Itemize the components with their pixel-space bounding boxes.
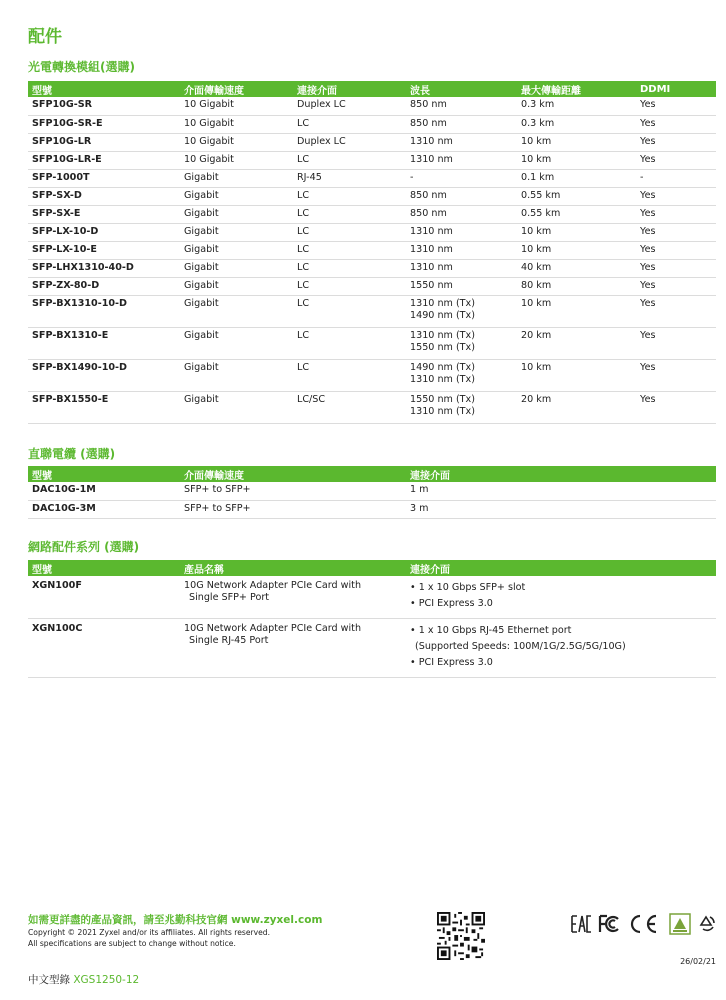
connector-cell: LC (293, 277, 406, 295)
column-header: 連接介面 (293, 81, 406, 97)
table-header-row (28, 81, 716, 97)
ddmi-cell: Yes (636, 277, 716, 295)
ddmi-cell: Yes (636, 359, 716, 391)
table-row (28, 259, 716, 277)
interface-item (410, 623, 716, 655)
table-header-row (28, 466, 716, 482)
product-name-line: 10G Network Adapter PCIe Card with (184, 623, 362, 634)
connector-cell: LC/SC (293, 391, 406, 423)
ddmi-cell: Yes (636, 295, 716, 327)
column-header: 連接介面 (406, 560, 716, 576)
model-cell: DAC10G-3M (28, 500, 180, 518)
speed-cell: Gigabit (180, 259, 293, 277)
table-row (28, 133, 716, 151)
section-title-transceivers: 光電轉換模組(選購) (28, 60, 135, 74)
table-row (28, 500, 716, 518)
distance-cell: 0.55 km (517, 187, 636, 205)
interface-text: 1 x 10 Gbps SFP+ slot (418, 582, 526, 593)
column-header: 介面傳輸速度 (180, 81, 293, 97)
speed-cell: SFP+ to SFP+ (180, 482, 406, 500)
connector-cell: 1 m (406, 482, 716, 500)
recycle-icon (701, 917, 714, 930)
ddmi-cell: Yes (636, 223, 716, 241)
ddmi-cell: Yes (636, 241, 716, 259)
interface-cell (406, 576, 716, 619)
wavelength-cell (406, 151, 517, 169)
connector-cell: LC (293, 295, 406, 327)
wavelength-line: 1310 nm (410, 261, 453, 273)
distance-cell: 20 km (517, 391, 636, 423)
column-header: 型號 (28, 560, 180, 576)
wavelength-line: 1490 nm (Tx) (410, 309, 475, 321)
wavelength-line: 1490 nm (Tx) (410, 361, 475, 373)
model-cell: SFP10G-SR (28, 97, 180, 115)
wavelength-line: 1310 nm (410, 153, 453, 165)
ddmi-cell: Yes (636, 259, 716, 277)
rohs-icon (670, 914, 690, 934)
distance-cell: 0.3 km (517, 115, 636, 133)
wavelength-line: 850 nm (410, 207, 447, 219)
speed-cell: SFP+ to SFP+ (180, 500, 406, 518)
interface-item (410, 596, 716, 612)
wavelength-line: 1550 nm (Tx) (410, 393, 475, 405)
speed-cell: Gigabit (180, 277, 293, 295)
document-date: 26/02/21 (680, 957, 716, 966)
wavelength-line: 1310 nm (Tx) (410, 373, 475, 385)
model-cell: SFP-BX1310-10-D (28, 295, 180, 327)
speed-cell: Gigabit (180, 169, 293, 187)
ddmi-cell: Yes (636, 327, 716, 359)
table-row (28, 241, 716, 259)
footer-legal (28, 927, 270, 949)
connector-cell: LC (293, 241, 406, 259)
table-row (28, 359, 716, 391)
connector-cell: 3 m (406, 500, 716, 518)
table-row (28, 223, 716, 241)
wavelength-cell (406, 133, 517, 151)
model-cell: SFP-LX-10-E (28, 241, 180, 259)
column-header: 介面傳輸速度 (180, 466, 406, 482)
fc-icon (600, 916, 618, 932)
model-cell: SFP-ZX-80-D (28, 277, 180, 295)
distance-cell: 0.55 km (517, 205, 636, 223)
column-header: 波長 (406, 81, 517, 97)
model-cell: DAC10G-1M (28, 482, 180, 500)
column-header: 型號 (28, 81, 180, 97)
speed-cell: 10 Gigabit (180, 133, 293, 151)
product-name-line: Single SFP+ Port (189, 592, 270, 603)
interface-list (410, 580, 716, 612)
table-row (28, 277, 716, 295)
distance-cell: 10 km (517, 295, 636, 327)
catalog-prefix: 中文型錄 (28, 974, 70, 986)
section-title-dac: 直聯電纜 (選購) (28, 447, 116, 461)
distance-cell: 10 km (517, 133, 636, 151)
wavelength-line: 1550 nm (410, 279, 453, 291)
section-title-network-accessories: 網路配件系列 (選購) (28, 540, 140, 554)
connector-cell: Duplex LC (293, 97, 406, 115)
model-cell: XGN100C (28, 619, 180, 678)
wavelength-cell (406, 327, 517, 359)
wavelength-cell (406, 187, 517, 205)
dac-table (28, 466, 716, 519)
speed-cell: Gigabit (180, 223, 293, 241)
distance-cell: 0.3 km (517, 97, 636, 115)
wavelength-line: 1310 nm (Tx) (410, 329, 475, 341)
speed-cell: Gigabit (180, 205, 293, 223)
table-row (28, 115, 716, 133)
product-name-line: 10G Network Adapter PCIe Card with (184, 580, 362, 591)
connector-cell: LC (293, 223, 406, 241)
table-row (28, 151, 716, 169)
product-name-cell (180, 619, 406, 678)
wavelength-line: 850 nm (410, 117, 447, 129)
speed-cell: 10 Gigabit (180, 97, 293, 115)
table-row (28, 169, 716, 187)
ddmi-cell: Yes (636, 205, 716, 223)
model-cell: SFP10G-LR-E (28, 151, 180, 169)
model-cell: SFP-SX-D (28, 187, 180, 205)
speed-cell: Gigabit (180, 187, 293, 205)
table-row (28, 97, 716, 115)
column-header: DDMI (636, 81, 716, 97)
wavelength-line: 850 nm (410, 99, 447, 110)
column-header: 產品名稱 (180, 560, 406, 576)
copyright-text: Copyright © 2021 Zyxel and/or its affiliates. All rights reserved. (28, 928, 271, 937)
distance-cell: 10 km (517, 359, 636, 391)
distance-cell: 10 km (517, 223, 636, 241)
distance-cell: 80 km (517, 277, 636, 295)
table-row (28, 295, 716, 327)
distance-cell: 20 km (517, 327, 636, 359)
distance-cell: 40 km (517, 259, 636, 277)
disclaimer-text: All specifications are subject to change without notice. (28, 939, 236, 948)
model-cell: SFP-LHX1310-40-D (28, 259, 180, 277)
model-cell: SFP-1000T (28, 169, 180, 187)
catalog-model: XGS1250-12 (73, 974, 140, 986)
table-row (28, 187, 716, 205)
interface-text: 1 x 10 Gbps RJ-45 Ethernet port (418, 625, 572, 636)
connector-cell: LC (293, 115, 406, 133)
connector-cell: RJ-45 (293, 169, 406, 187)
wavelength-cell (406, 359, 517, 391)
interface-text: PCI Express 3.0 (418, 598, 493, 609)
speed-cell: 10 Gigabit (180, 115, 293, 133)
speed-cell: Gigabit (180, 359, 293, 391)
interface-text: PCI Express 3.0 (418, 657, 493, 668)
connector-cell: LC (293, 205, 406, 223)
column-header: 型號 (28, 466, 180, 482)
model-cell: SFP-LX-10-D (28, 223, 180, 241)
model-cell: SFP10G-LR (28, 133, 180, 151)
wavelength-line: 1310 nm (Tx) (410, 297, 475, 309)
wavelength-cell (406, 115, 517, 133)
transceivers-table (28, 81, 716, 424)
product-name-cell (180, 576, 406, 619)
wavelength-cell (406, 241, 517, 259)
connector-cell: LC (293, 259, 406, 277)
wavelength-line: 850 nm (410, 189, 447, 201)
speed-cell: 10 Gigabit (180, 151, 293, 169)
model-cell: SFP10G-SR-E (28, 115, 180, 133)
interface-subtext: (Supported Speeds: 100M/1G/2.5G/5G/10G) (415, 641, 626, 652)
ce-icon (632, 916, 656, 932)
certification-logos (570, 912, 718, 936)
wavelength-cell (406, 391, 517, 423)
wavelength-line: 1310 nm (Tx) (410, 405, 475, 417)
speed-cell: Gigabit (180, 241, 293, 259)
qr-code-icon (437, 912, 485, 960)
table-row (28, 576, 716, 619)
wavelength-line: 1310 nm (410, 135, 453, 147)
wavelength-cell (406, 169, 517, 187)
model-cell: SFP-SX-E (28, 205, 180, 223)
distance-cell: 10 km (517, 241, 636, 259)
page-title: 配件 (28, 27, 62, 47)
wavelength-cell (406, 295, 517, 327)
ddmi-cell: Yes (636, 133, 716, 151)
model-cell: SFP-BX1550-E (28, 391, 180, 423)
speed-cell: Gigabit (180, 295, 293, 327)
model-cell: XGN100F (28, 576, 180, 619)
ddmi-cell: Yes (636, 391, 716, 423)
ddmi-cell: Yes (636, 97, 716, 115)
model-cell: SFP-BX1310-E (28, 327, 180, 359)
wavelength-line: 1550 nm (Tx) (410, 341, 475, 353)
connector-cell: LC (293, 327, 406, 359)
interface-list (410, 623, 716, 671)
connector-cell: Duplex LC (293, 133, 406, 151)
connector-cell: LC (293, 359, 406, 391)
wavelength-line: 1310 nm (410, 243, 453, 255)
table-row (28, 391, 716, 423)
wavelength-cell (406, 277, 517, 295)
table-header-row (28, 560, 716, 576)
wavelength-cell (406, 97, 517, 115)
wavelength-line: - (410, 171, 414, 183)
ddmi-cell: Yes (636, 151, 716, 169)
ddmi-cell: - (636, 169, 716, 187)
column-header: 連接介面 (406, 466, 716, 482)
interface-item (410, 580, 716, 596)
interface-cell (406, 619, 716, 678)
distance-cell: 0.1 km (517, 169, 636, 187)
eac-icon (572, 916, 591, 932)
product-name-line: Single RJ-45 Port (189, 635, 269, 646)
table-row (28, 327, 716, 359)
column-header: 最大傳輸距離 (517, 81, 636, 97)
wavelength-line: 1310 nm (410, 225, 453, 237)
table-row (28, 205, 716, 223)
connector-cell: LC (293, 187, 406, 205)
network-accessories-table (28, 560, 716, 678)
connector-cell: LC (293, 151, 406, 169)
table-row (28, 482, 716, 500)
ddmi-cell: Yes (636, 187, 716, 205)
speed-cell: Gigabit (180, 391, 293, 423)
model-cell: SFP-BX1490-10-D (28, 359, 180, 391)
more-info-link[interactable]: 如需更詳盡的產品資訊，請至兆勤科技官網 www.zyxel.com (28, 914, 323, 926)
ddmi-cell: Yes (636, 115, 716, 133)
catalog-label (28, 972, 139, 987)
interface-item (410, 655, 716, 671)
wavelength-cell (406, 259, 517, 277)
distance-cell: 10 km (517, 151, 636, 169)
wavelength-cell (406, 223, 517, 241)
speed-cell: Gigabit (180, 327, 293, 359)
table-row (28, 619, 716, 678)
wavelength-cell (406, 205, 517, 223)
